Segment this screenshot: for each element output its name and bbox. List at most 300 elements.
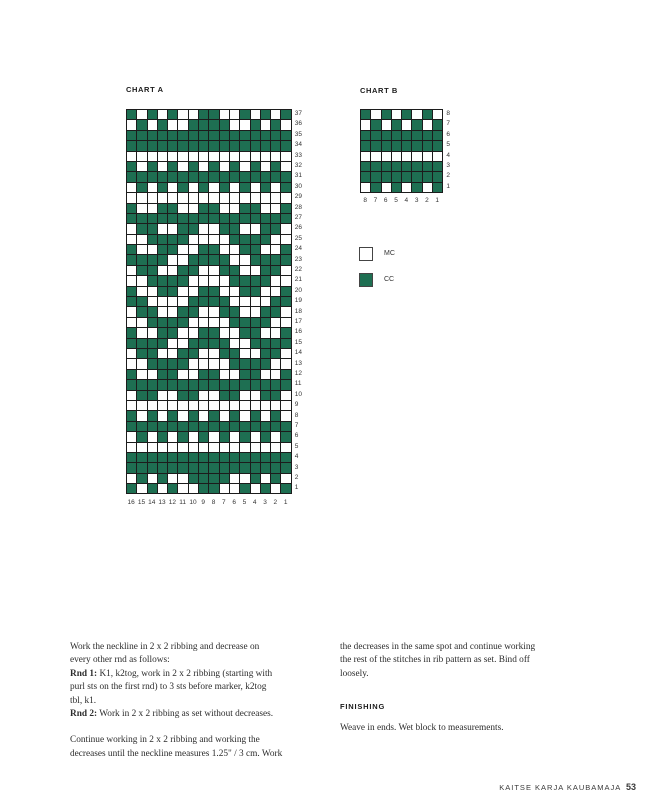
chart-cell: [137, 339, 147, 349]
chart-cell: [158, 474, 168, 484]
chart-cell: [281, 183, 291, 193]
chart-cell: [240, 152, 250, 162]
chart-cell: [168, 235, 178, 245]
chart-cell: [209, 443, 219, 453]
chart-cell: [271, 255, 281, 265]
chart-cell: [168, 255, 178, 265]
chart-cell: [251, 484, 261, 494]
chart-cell: [433, 141, 443, 151]
chart-cell: [261, 401, 271, 411]
chart-cell: [371, 110, 381, 120]
row-number: 33: [294, 151, 303, 159]
chart-cell: [251, 287, 261, 297]
chart-cell: [230, 235, 240, 245]
chart-cell: [137, 266, 147, 276]
chart-cell: [158, 120, 168, 130]
row-number: 8: [446, 110, 451, 117]
chart-cell: [137, 484, 147, 494]
chart-cell: [392, 110, 402, 120]
column-number: 14: [148, 498, 156, 506]
chart-cell: [209, 255, 219, 265]
chart-cell: [127, 193, 137, 203]
chart-cell: [158, 183, 168, 193]
chart-cell: [261, 380, 271, 390]
chart-cell: [199, 193, 209, 203]
chart-cell: [230, 474, 240, 484]
chart-cell: [189, 287, 199, 297]
chart-cell: [209, 120, 219, 130]
chart-cell: [281, 370, 291, 380]
chart-cell: [178, 453, 188, 463]
chart-cell: [127, 318, 137, 328]
column-number: 1: [283, 498, 288, 506]
chart-cell: [199, 391, 209, 401]
chart-cell: [158, 328, 168, 338]
chart-cell: [220, 307, 230, 317]
chart-cell: [220, 204, 230, 214]
chart-cell: [230, 141, 240, 151]
chart-cell: [178, 224, 188, 234]
chart-cell: [168, 307, 178, 317]
chart-cell: [261, 172, 271, 182]
chart-cell: [251, 401, 261, 411]
chart-cell: [148, 401, 158, 411]
chart-cell: [240, 141, 250, 151]
page-footer: [499, 782, 636, 792]
chart-cell: [261, 266, 271, 276]
chart-cell: [240, 328, 250, 338]
chart-cell: [251, 463, 261, 473]
chart-cell: [240, 120, 250, 130]
chart-cell: [158, 370, 168, 380]
chart-cell: [230, 463, 240, 473]
chart-cell: [271, 152, 281, 162]
chart-cell: [209, 318, 219, 328]
chart-cell: [261, 484, 271, 494]
chart-cell: [209, 411, 219, 421]
chart-cell: [261, 297, 271, 307]
chart-cell: [230, 391, 240, 401]
chart-cell: [178, 349, 188, 359]
chart-cell: [281, 224, 291, 234]
chart-cell: [137, 463, 147, 473]
chart-cell: [189, 391, 199, 401]
chart-cell: [178, 245, 188, 255]
chart-cell: [137, 318, 147, 328]
chart-cell: [178, 120, 188, 130]
chart-cell: [281, 432, 291, 442]
chart-cell: [361, 141, 371, 151]
chart-cell: [127, 401, 137, 411]
chart-cell: [178, 391, 188, 401]
chart-cell: [189, 172, 199, 182]
row-number: 20: [294, 286, 303, 294]
chart-cell: [240, 359, 250, 369]
chart-cell: [371, 172, 381, 182]
chart-cell: [168, 276, 178, 286]
chart-cell: [271, 307, 281, 317]
chart-cell: [158, 453, 168, 463]
chart-cell: [148, 391, 158, 401]
instructions-left-column: [70, 641, 332, 761]
chart-cell: [168, 401, 178, 411]
chart-cell: [158, 401, 168, 411]
chart-cell: [251, 193, 261, 203]
chart-cell: [158, 359, 168, 369]
chart-cell: [168, 204, 178, 214]
chart-cell: [271, 266, 281, 276]
chart-cell: [148, 141, 158, 151]
instructions-right-column: [340, 641, 610, 681]
chart-cell: [148, 224, 158, 234]
chart-cell: [230, 152, 240, 162]
column-number: 6: [383, 197, 388, 205]
chart-cell: [189, 214, 199, 224]
chart-cell: [127, 359, 137, 369]
chart-cell: [230, 443, 240, 453]
chart-cell: [127, 422, 137, 432]
row-number: 1: [446, 182, 451, 190]
chart-cell: [261, 422, 271, 432]
chart-cell: [137, 131, 147, 141]
chart-cell: [168, 453, 178, 463]
chart-cell: [209, 380, 219, 390]
chart-cell: [137, 110, 147, 120]
chart-cell: [220, 474, 230, 484]
chart-cell: [220, 131, 230, 141]
chart-cell: [281, 131, 291, 141]
row-number: 2: [294, 474, 299, 481]
chart-cell: [281, 235, 291, 245]
legend-cc-swatch: [359, 273, 373, 287]
chart-cell: [168, 152, 178, 162]
column-number: 8: [211, 498, 216, 506]
chart-cell: [433, 172, 443, 182]
chart-cell: [230, 172, 240, 182]
chart-cell: [220, 235, 230, 245]
chart-cell: [230, 318, 240, 328]
chart-cell: [148, 193, 158, 203]
chart-cell: [371, 183, 381, 193]
chart-cell: [127, 453, 137, 463]
chart-cell: [402, 162, 412, 172]
chart-cell: [137, 255, 147, 265]
chart-cell: [251, 443, 261, 453]
chart-cell: [137, 193, 147, 203]
chart-cell: [148, 359, 158, 369]
chart-cell: [240, 214, 250, 224]
chart-cell: [423, 110, 433, 120]
chart-cell: [382, 152, 392, 162]
chart-cell: [271, 193, 281, 203]
chart-cell: [137, 276, 147, 286]
chart-cell: [137, 307, 147, 317]
chart-cell: [382, 162, 392, 172]
column-number: 11: [179, 498, 187, 506]
chart-cell: [240, 131, 250, 141]
chart-cell: [240, 255, 250, 265]
chart-cell: [148, 162, 158, 172]
chart-cell: [402, 110, 412, 120]
chart-cell: [168, 172, 178, 182]
chart-cell: [281, 391, 291, 401]
chart-cell: [230, 266, 240, 276]
chart-cell: [423, 172, 433, 182]
chart-cell: [281, 349, 291, 359]
chart-cell: [137, 214, 147, 224]
legend-mc-label: MC: [384, 250, 395, 257]
row-number: 32: [294, 162, 303, 169]
chart-cell: [251, 370, 261, 380]
chart-cell: [127, 204, 137, 214]
chart-cell: [281, 266, 291, 276]
chart-cell: [251, 276, 261, 286]
row-number: 30: [294, 182, 303, 190]
chart-cell: [178, 463, 188, 473]
row-number: 19: [294, 297, 303, 305]
chart-cell: [412, 152, 422, 162]
chart-cell: [361, 172, 371, 182]
column-number: 4: [252, 498, 257, 506]
chart-cell: [261, 204, 271, 214]
chart-cell: [220, 245, 230, 255]
chart-cell: [137, 474, 147, 484]
row-number: 3: [446, 162, 451, 169]
chart-cell: [361, 152, 371, 162]
chart-cell: [137, 432, 147, 442]
chart-cell: [158, 287, 168, 297]
chart-cell: [158, 307, 168, 317]
chart-cell: [178, 401, 188, 411]
chart-cell: [178, 276, 188, 286]
chart-cell: [127, 307, 137, 317]
chart-cell: [189, 245, 199, 255]
chart-cell: [148, 380, 158, 390]
chart-cell: [158, 214, 168, 224]
chart-cell: [271, 349, 281, 359]
chart-cell: [281, 172, 291, 182]
chart-cell: [178, 443, 188, 453]
chart-cell: [127, 276, 137, 286]
chart-cell: [230, 110, 240, 120]
chart-cell: [168, 339, 178, 349]
chart-cell: [189, 339, 199, 349]
chart-cell: [240, 266, 250, 276]
column-number: 6: [232, 498, 236, 506]
row-number: 16: [294, 328, 303, 336]
chart-cell: [189, 463, 199, 473]
column-number: 3: [263, 498, 267, 506]
row-number: 7: [446, 120, 451, 128]
chart-cell: [199, 484, 209, 494]
chart-cell: [148, 235, 158, 245]
chart-cell: [137, 328, 147, 338]
chart-cell: [281, 401, 291, 411]
legend-cc-label: CC: [384, 276, 395, 283]
chart-cell: [158, 204, 168, 214]
chart-cell: [137, 162, 147, 172]
chart-cell: [189, 432, 199, 442]
chart-cell: [148, 463, 158, 473]
chart-cell: [261, 110, 271, 120]
chart-cell: [148, 318, 158, 328]
chart-cell: [189, 307, 199, 317]
chart-cell: [251, 152, 261, 162]
chart-cell: [251, 349, 261, 359]
chart-cell: [178, 287, 188, 297]
chart-cell: [261, 328, 271, 338]
chart-cell: [271, 422, 281, 432]
chart-cell: [168, 193, 178, 203]
chart-cell: [261, 120, 271, 130]
chart-cell: [148, 120, 158, 130]
chart-cell: [158, 110, 168, 120]
chart-cell: [271, 463, 281, 473]
chart-cell: [199, 266, 209, 276]
chart-cell: [402, 141, 412, 151]
chart-cell: [371, 162, 381, 172]
chart-cell: [127, 162, 137, 172]
chart-cell: [148, 307, 158, 317]
chart-cell: [251, 214, 261, 224]
chart-cell: [209, 422, 219, 432]
chart-cell: [189, 401, 199, 411]
chart-cell: [402, 152, 412, 162]
chart-cell: [240, 474, 250, 484]
chart-cell: [423, 183, 433, 193]
chart-cell: [199, 328, 209, 338]
chart-cell: [199, 235, 209, 245]
chart-cell: [371, 120, 381, 130]
chart-cell: [261, 131, 271, 141]
chart-cell: [220, 141, 230, 151]
chart-cell: [137, 443, 147, 453]
round-1-instruction: Rnd 1: K1, k2tog, work in 2 x 2 ribbing (starting with purl sts on the first rnd) to 3 sts before marker, k2tog tbl, k1.: [70, 668, 273, 706]
chart-cell: [127, 474, 137, 484]
row-number: 29: [294, 193, 303, 201]
column-number: 13: [158, 498, 166, 506]
chart-cell: [158, 172, 168, 182]
chart-cell: [433, 120, 443, 130]
chart-cell: [371, 131, 381, 141]
chart-cell: [178, 141, 188, 151]
chart-cell: [148, 287, 158, 297]
chart-cell: [199, 172, 209, 182]
chart-cell: [209, 204, 219, 214]
chart-cell: [209, 224, 219, 234]
chart-cell: [220, 255, 230, 265]
chart-cell: [240, 224, 250, 234]
footer-title: KAITSE KARJA KAUBAMAJA: [499, 783, 621, 792]
chart-cell: [199, 339, 209, 349]
chart-cell: [209, 287, 219, 297]
chart-cell: [158, 318, 168, 328]
chart-cell: [412, 162, 422, 172]
chart-cell: [220, 328, 230, 338]
chart-b-title: CHART B: [360, 86, 398, 95]
chart-cell: [168, 391, 178, 401]
row-number: 1: [294, 484, 299, 492]
column-number: 8: [363, 197, 367, 205]
chart-cell: [158, 162, 168, 172]
column-number: 1: [435, 197, 440, 205]
chart-cell: [240, 411, 250, 421]
chart-cell: [209, 484, 219, 494]
chart-cell: [220, 359, 230, 369]
chart-cell: [168, 183, 178, 193]
chart-cell: [261, 339, 271, 349]
chart-cell: [168, 214, 178, 224]
chart-cell: [220, 110, 230, 120]
chart-cell: [168, 380, 178, 390]
chart-cell: [199, 359, 209, 369]
chart-cell: [137, 141, 147, 151]
chart-cell: [158, 131, 168, 141]
chart-cell: [271, 204, 281, 214]
row-number: 11: [294, 380, 302, 388]
chart-cell: [382, 110, 392, 120]
column-number: 16: [127, 498, 135, 506]
chart-cell: [261, 193, 271, 203]
chart-cell: [412, 131, 422, 141]
chart-cell: [178, 183, 188, 193]
chart-cell: [281, 141, 291, 151]
chart-cell: [168, 297, 178, 307]
chart-cell: [240, 391, 250, 401]
chart-cell: [240, 380, 250, 390]
chart-cell: [168, 162, 178, 172]
chart-cell: [220, 339, 230, 349]
chart-cell: [189, 474, 199, 484]
chart-cell: [148, 453, 158, 463]
chart-cell: [189, 328, 199, 338]
chart-a-grid: [126, 109, 292, 494]
chart-cell: [251, 172, 261, 182]
chart-cell: [261, 370, 271, 380]
chart-cell: [178, 214, 188, 224]
chart-cell: [220, 152, 230, 162]
chart-cell: [158, 141, 168, 151]
chart-cell: [261, 245, 271, 255]
chart-cell: [271, 141, 281, 151]
chart-cell: [127, 120, 137, 130]
chart-cell: [158, 235, 168, 245]
chart-cell: [271, 287, 281, 297]
chart-cell: [168, 245, 178, 255]
chart-cell: [402, 120, 412, 130]
chart-cell: [189, 380, 199, 390]
chart-cell: [230, 370, 240, 380]
chart-cell: [251, 297, 261, 307]
chart-cell: [361, 131, 371, 141]
chart-cell: [127, 370, 137, 380]
chart-cell: [281, 162, 291, 172]
chart-cell: [137, 391, 147, 401]
chart-cell: [281, 255, 291, 265]
chart-cell: [412, 183, 422, 193]
chart-cell: [199, 411, 209, 421]
chart-cell: [199, 214, 209, 224]
chart-cell: [281, 359, 291, 369]
chart-cell: [271, 214, 281, 224]
chart-cell: [127, 224, 137, 234]
chart-cell: [137, 245, 147, 255]
chart-cell: [209, 453, 219, 463]
chart-cell: [168, 474, 178, 484]
chart-cell: [168, 443, 178, 453]
chart-cell: [220, 318, 230, 328]
chart-cell: [178, 162, 188, 172]
